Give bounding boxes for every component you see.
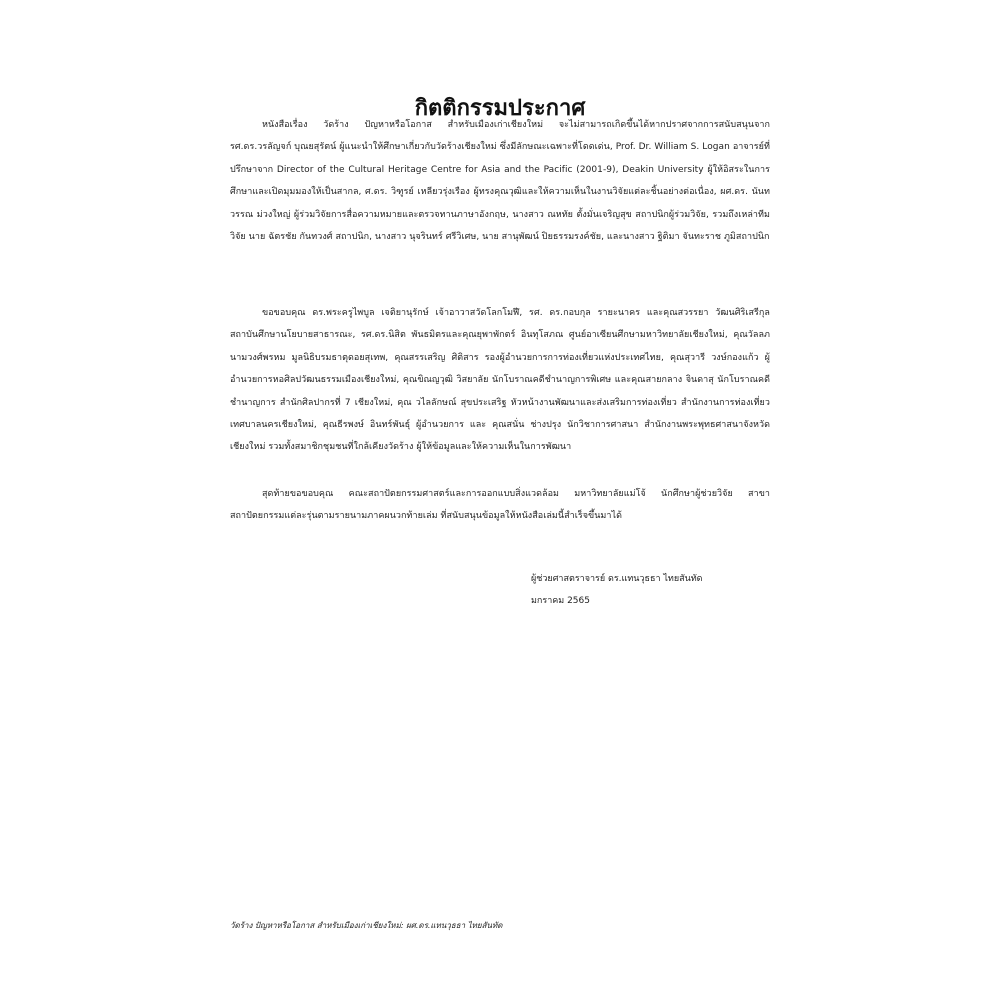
signature-date: มกราคม 2565 xyxy=(531,596,590,607)
acknowledgement-paragraph-1: หนังสือเรื่อง วัดร้าง ปัญหาหรือโอกาส สำหรับเมืองเก่าเชียงใหม่ จะไม่สามารถเกิดขึ้นได้หากปราศจากการสนับสนุนจาก รศ.ดร.วรลัญจก์ บุณยสุรัตน์ ผู้แนะนำให้ศึกษาเกี่ยวกับวัดร้างเชียงใหม่ ซึ่งมีลักษณะเฉพาะที่โดดเด่น, Prof. Dr. William S. Logan อาจารย์ที่ปรึกษาจาก Director of the Cultural Heritage Centre for Asia and the Pacific (2001-9), Deakin University ผู้ให้อิสระในการศึกษาและเปิดมุมมองให้เป็นสากล, ศ.ดร. วิฑูรย์ เหลียวรุ่งเรือง ผู้ทรงคุณวุฒิและให้ความเห็นในงานวิจัยแต่ละชิ้นอย่างต่อเนื่อง, ผศ.ดร. นันทวรรณ ม่วงใหญ่ ผู้ร่วมวิจัยการสื่อความหมายและตรวจทานภาษาอังกฤษ, นางสาว ณหทัย ตั้งมั่นเจริญสุข สถาปนิกผู้ร่วมวิจัย, รวมถึงเหล่าทีมวิจัย นาย ฉัตรชัย กันทวงศ์ สถาปนิก, นางสาว นุจรินทร์ ศรีวิเศษ, นาย สานุพัฒน์ ปิยธรรมรงค์ชัย, และนางสาว ฐิติมา จันทะราช ภูมิสถาปนิก xyxy=(230,120,770,243)
page-title: กิตติกรรมประกาศ xyxy=(414,96,586,121)
signature-name: ผู้ช่วยศาสตราจารย์ ดร.แทนวุธธา ไทยสันทัด xyxy=(531,574,703,584)
acknowledgement-paragraph-2: ขอขอบคุณ ดร.พระครูไพบูล เจติยานุรักษ์ เจ้าอาวาสวัดโลกโมฬี, รศ. ดร.กอบกุล รายะนาคร และคุณสวรรยา วัฒนศิริเสรีกุล สถาบันศึกษานโยบายสาธารณะ, รศ.ดร.นิสิต พันธมิตรและคุณยุพาพักตร์ อินทุโสภณ ศูนย์อาเซียนศึกษามหาวิทยาลัยเชียงใหม่, คุณวัลลภ นามวงศ์พรหม มูลนิธิบรมธาตุดอยสุเทพ, คุณสรรเสริญ ศิติสาร รองผู้อำนวยการการท่องเที่ยวแห่งประเทศไทย, คุณสุวารี วงษ์กองแก้ว ผู้อำนวยการหอศิลปวัฒนธรรมเมืองเชียงใหม่, คุณขิณญวุฒิ วิสยาลัย นักโบราณคดีชำนาญการพิเศษ และคุณสายกลาง จินดาสุ นักโบราณคดีชำนาญการ สำนักศิลปากรที่ 7 เชียงใหม่, คุณ วไลลักษณ์ สุขประเสริฐ หัวหน้างานพัฒนาและส่งเสริมการท่องเที่ยว สำนักงานการท่องเที่ยว เทศบาลนครเชียงใหม่, คุณธีรพงษ์ อินทร์พันธุ์ ผู้อำนวยการ และ คุณสนั่น ช่างปรุง นักวิชาการศาสนา สำนักงานพระพุทธศาสนาจังหวัดเชียงใหม่ รวมทั้งสมาชิกชุมชนที่ใกล้เคียงวัดร้าง ผู้ให้ข้อมูลและให้ความเห็นในการพัฒนา xyxy=(230,308,770,453)
page-footer: วัดร้าง ปัญหาหรือโอกาส สำหรับเมืองเก่าเชียงใหม่: ผศ.ดร.แทนวุธธา ไทยสันทัด xyxy=(230,921,503,930)
acknowledgement-paragraph-3: สุดท้ายขอขอบคุณ คณะสถาปัตยกรรมศาสตร์และการออกแบบสิ่งแวดล้อม มหาวิทยาลัยแม่โจ้ นักศึกษาผู้ช่วยวิจัย สาขาสถาปัตยกรรมแต่ละรุ่นตามรายนามภาคผนวกท้ายเล่ม ที่สนับสนุนข้อมูลให้หนังสือเล่มนี้สำเร็จขึ้นมาได้ xyxy=(230,489,770,522)
signature-block xyxy=(531,568,771,613)
